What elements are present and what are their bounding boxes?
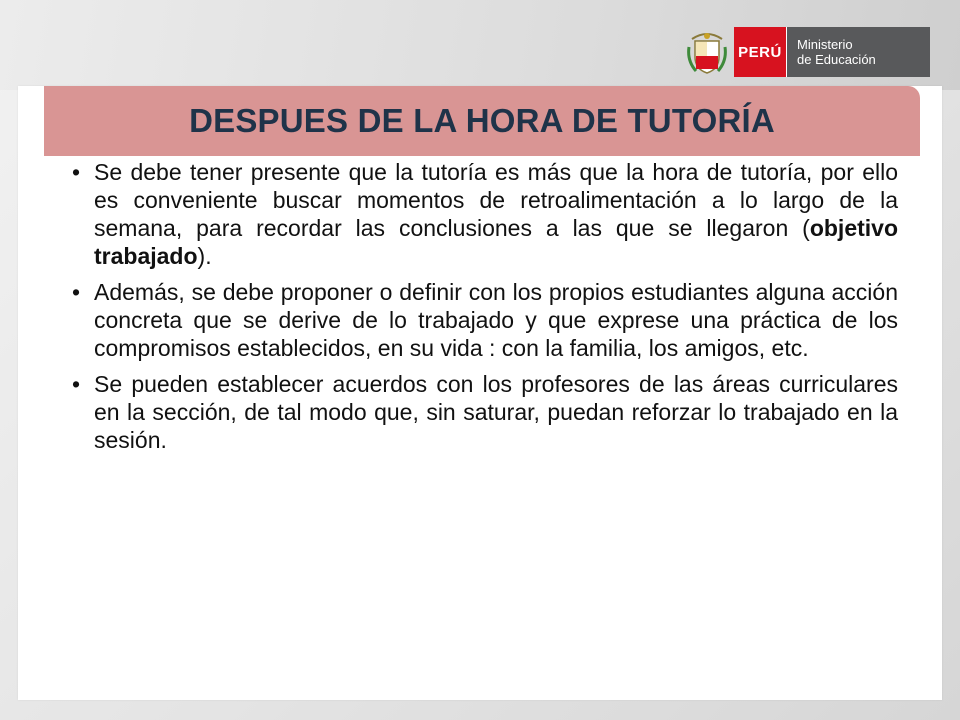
bullet-item [72,370,898,454]
bullet-item [72,158,898,270]
ministry-line-1: Ministerio [797,37,853,52]
peru-brand: PERÚ [734,27,786,77]
bullet-dot-icon: • [72,279,81,305]
coat-of-arms-icon [686,27,728,77]
title-band [44,86,920,156]
ministry-line-2: de Educación [797,52,876,67]
bullet-dot-icon: • [72,371,81,397]
ministry-name [786,27,930,77]
bullet-bold-text: objetivo trabajado [94,215,898,269]
bullet-dot-icon: • [72,159,81,185]
ministry-logo [686,27,930,77]
bullet-text: Además, se debe proponer o definir con los propios estudiantes alguna acción concreta que se derive de lo trabajado y que exprese una práctica de los compromisos establecidos, en su vida : con la familia, los amigos, etc. [94,279,898,361]
bullet-text-end: ). [197,243,212,269]
bullet-text: Se debe tener presente que la tutoría es más que la hora de tutoría, por ello es conveniente buscar momentos de retroalimentación a lo largo de la semana, para recordar las conclusiones a las que se llegaron ( [94,159,898,241]
bullet-text: Se pueden establecer acuerdos con los profesores de las áreas curriculares en la sección, de tal modo que, sin saturar, puedan reforzar lo trabajado en la sesión. [94,371,898,453]
bullet-item [72,278,898,362]
slide-title: DESPUES DE LA HORA DE TUTORÍA [189,102,775,139]
bullet-list [72,158,898,462]
